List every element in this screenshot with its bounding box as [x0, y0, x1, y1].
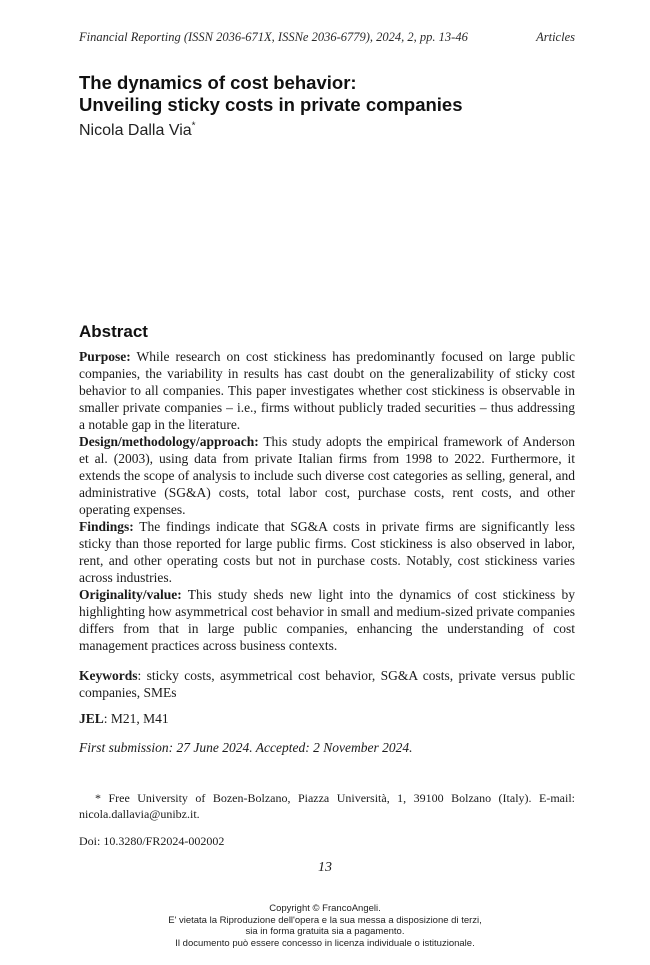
- running-head: [79, 30, 575, 45]
- copyright-line: Il documento può essere concesso in licenza individuale o istituzionale.: [175, 937, 475, 949]
- abstract-section-text: While research on cost stickiness has predominantly focused on large public companies, the variability in results has cast doubt on the generalizability of sticky cost behavior to all companies. This paper investigates whether cost stickiness is observable in smaller private companies – i.e., firms without publicly traded securities – thus addressing a notable gap in the literature.: [79, 349, 575, 432]
- abstract-section-label: Originality/value:: [79, 587, 182, 602]
- abstract-section-label: Findings:: [79, 519, 134, 534]
- abstract-section-text: This study adopts the empirical framework of Anderson et al. (2003), using data from private Italian firms from 1998 to 2022. Furthermore, it extends the scope of analysis to include such diverse cost categories as selling, general, and administrative (SG&A) costs, total labor cost, purchase costs, rent costs, and other operating expenses.: [79, 434, 575, 517]
- abstract-purpose: [79, 348, 575, 433]
- abstract-section-label: Purpose:: [79, 349, 131, 364]
- article-title: [79, 72, 599, 116]
- submission-dates: First submission: 27 June 2024. Accepted: 2 November 2024.: [79, 740, 413, 755]
- keywords-text: : sticky costs, asymmetrical cost behavior, SG&A costs, private versus public companies, SMEs: [79, 668, 575, 700]
- doi: Doi: 10.3280/FR2024-002002: [79, 834, 225, 848]
- author-name: Nicola Dalla Via: [79, 122, 192, 139]
- abstract-heading: Abstract: [79, 322, 148, 341]
- abstract-section-text: The findings indicate that SG&A costs in private firms are significantly less sticky than those reported for large public firms. Cost stickiness is also observed in labor, rent, and other operating costs but not in purchase costs. Notably, cost stickiness varies across industries.: [79, 519, 575, 585]
- keywords-label: Keywords: [79, 668, 138, 683]
- title-line-2: Unveiling sticky costs in private companies: [79, 94, 463, 115]
- jel-text: : M21, M41: [103, 711, 169, 726]
- abstract-section-label: Design/methodology/approach:: [79, 434, 259, 449]
- abstract-section-text: This study sheds new light into the dynamics of cost stickiness by highlighting how asymmetrical cost behavior in small and medium-sized private companies differs from that in large public companies, enhancing the understanding of cost management practices across business contexts.: [79, 587, 575, 653]
- author-affiliation-footnote: [79, 790, 575, 822]
- section-label: Articles: [536, 30, 575, 44]
- footnote-text: * Free University of Bozen-Bolzano, Piazza Università, 1, 39100 Bolzano (Italy). E-mail: nicola.dallavia@unibz.it.: [79, 791, 575, 821]
- abstract-findings: [79, 518, 575, 586]
- copyright-notice: [0, 903, 650, 949]
- copyright-line: E' vietata la Riproduzione dell'opera e la sua messa a disposizione di terzi,: [168, 914, 482, 926]
- copyright-line: Copyright © FrancoAngeli.: [269, 903, 381, 914]
- keywords: [79, 667, 575, 701]
- jel-label: JEL: [79, 711, 104, 726]
- abstract-design: [79, 433, 575, 518]
- author-footnote-marker: *: [191, 120, 196, 132]
- jel-codes: [79, 711, 169, 727]
- journal-citation: Financial Reporting (ISSN 2036-671X, ISSNe 2036-6779), 2024, 2, pp. 13-46: [79, 30, 468, 44]
- copyright-line: sia in forma gratuita sia a pagamento.: [245, 926, 405, 937]
- title-line-1: The dynamics of cost behavior:: [79, 72, 357, 93]
- author: [79, 122, 196, 140]
- abstract-body: [79, 348, 575, 654]
- page-number: 13: [318, 860, 332, 875]
- abstract-originality: [79, 586, 575, 654]
